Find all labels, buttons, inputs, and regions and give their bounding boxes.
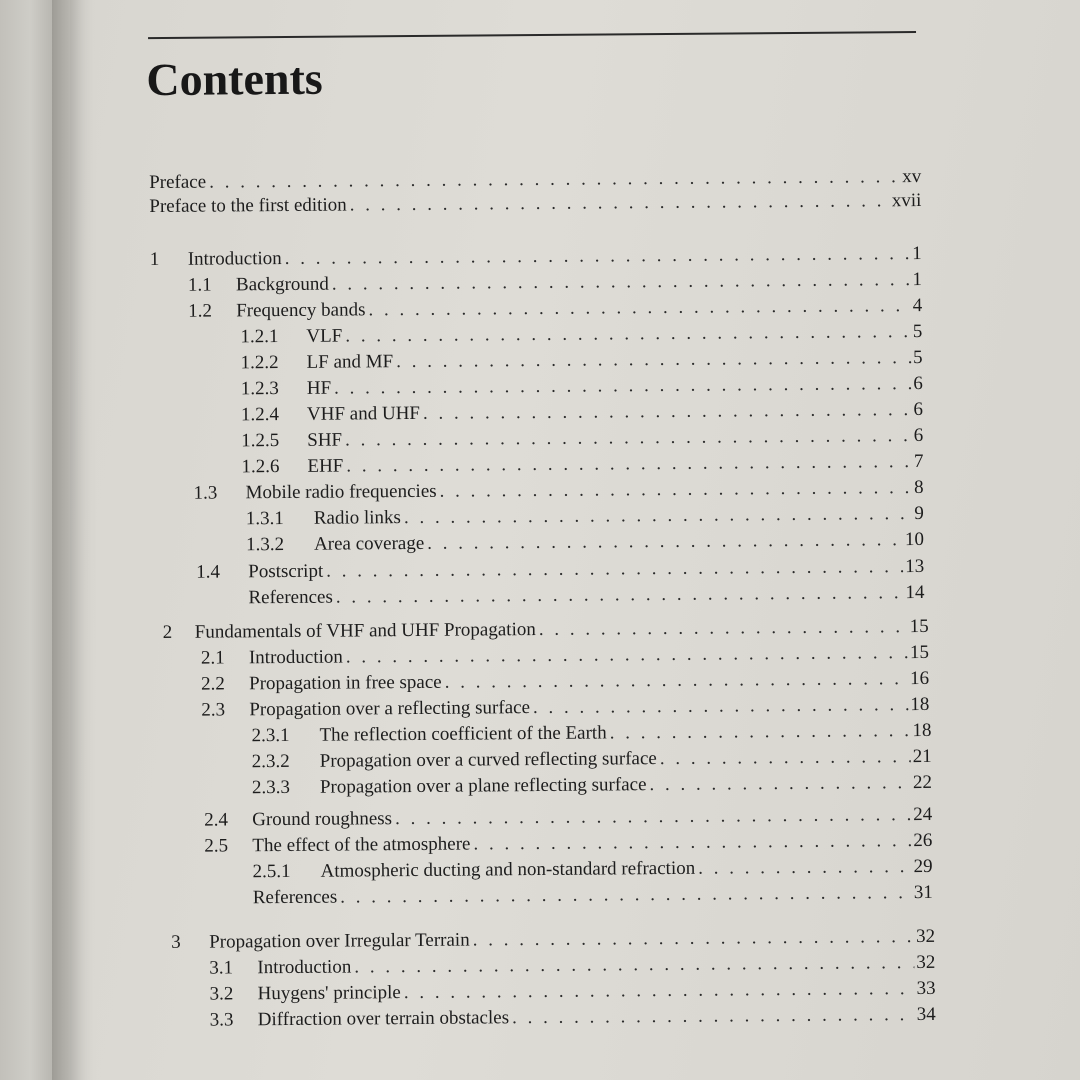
toc-entry-page: 22 [912, 771, 932, 794]
toc-entry-1-2-3 [241, 372, 923, 401]
page-title: Contents [146, 52, 323, 106]
toc-dot-leader [345, 424, 912, 452]
toc-entry-1-2-2 [241, 346, 923, 375]
toc-entry-title: VHF and UHF [306, 402, 421, 425]
toc-entry-title: Huygens' principle [257, 982, 401, 1005]
toc-entry-page: 6 [913, 398, 924, 421]
toc-dot-leader [354, 951, 914, 979]
toc-entry-title: Frequency bands [236, 299, 366, 322]
toc-entry-number: 2.3.2 [251, 750, 290, 773]
toc-entry-page: 34 [916, 1003, 936, 1026]
toc-entry-page: 1 [912, 242, 922, 265]
toc-dot-leader [346, 450, 912, 478]
toc-entry-number: 1.2.1 [240, 326, 279, 348]
toc-dot-leader [404, 502, 913, 530]
toc-dot-leader [396, 346, 911, 374]
toc-entry-1-1 [188, 268, 922, 298]
toc-entry-2-3-2 [252, 745, 932, 774]
toc-entry-1-2-1 [240, 320, 922, 349]
toc-dot-leader [660, 745, 911, 771]
toc-entry-page: 1 [912, 268, 923, 291]
toc-dot-leader [345, 320, 911, 348]
toc-entry-title: The reflection coefficient of the Earth [319, 722, 607, 746]
toc-entry-page: 6 [913, 372, 923, 395]
toc-entry-title: Background [235, 273, 329, 296]
toc-entry-2-5-1 [253, 855, 933, 884]
toc-entry-title: Radio links [313, 507, 401, 529]
toc-entry-number: 2.5 [204, 835, 229, 857]
toc-entry-page: 5 [912, 346, 923, 369]
toc-entry-title: Fundamentals of VHF and UHF Propagation [194, 619, 536, 643]
toc-entry-page: 32 [916, 951, 936, 974]
toc-entry-page: 15 [909, 615, 929, 638]
toc-entry-page: 33 [916, 977, 936, 1000]
header-rule [148, 31, 916, 39]
toc-entry-title: Propagation over a plane reflecting surface [319, 774, 647, 798]
toc-entry-2-3 [201, 693, 929, 723]
toc-entry-page: 13 [905, 555, 925, 578]
toc-entry-title: Ground roughness [252, 808, 393, 831]
toc-dot-leader [427, 528, 903, 556]
toc-entry-2-4 [204, 803, 932, 833]
toc-entry-title: Propagation over a reflecting surface [249, 697, 531, 721]
toc-entry-1-3 [194, 476, 924, 506]
toc-dot-leader [368, 294, 910, 322]
toc-entry-page: 5 [912, 320, 923, 343]
toc-dot-leader [533, 693, 909, 720]
toc-entry-number: 2.3 [201, 699, 226, 721]
toc-entry-page: 32 [916, 925, 936, 948]
toc-dot-leader [336, 581, 904, 609]
toc-entry-number: 3.3 [209, 1009, 234, 1031]
toc-entry-number: 1.1 [187, 274, 212, 296]
toc-entry-title: Diffraction over terrain obstacles [257, 1007, 510, 1031]
toc-entry-number: 1.2.3 [240, 378, 279, 400]
toc-dot-leader [332, 268, 911, 297]
toc-dot-leader [350, 189, 890, 217]
toc-dot-leader [539, 615, 908, 642]
toc-entry-2-1 [201, 641, 929, 671]
toc-dot-leader [610, 719, 911, 745]
toc-entry-number: 1.4 [196, 561, 221, 583]
toc-entry-title: References [248, 586, 333, 609]
toc-entry-title: The effect of the atmosphere [252, 833, 471, 857]
toc-entry-chapter-1 [150, 242, 922, 272]
toc-entry-number: 1 [149, 248, 160, 271]
toc-entry-number: 1.2.6 [241, 456, 280, 478]
toc-entry-page: 31 [913, 881, 933, 904]
toc-dot-leader [346, 641, 908, 669]
toc-entry-title: Mobile radio frequencies [245, 480, 437, 504]
toc-entry-number: 2 [162, 621, 173, 643]
toc-entry-title: Postscript [248, 560, 324, 583]
toc-entry-number: 1.3 [193, 482, 218, 504]
toc-entry-title: EHF [307, 455, 344, 477]
toc-entry-page: 18 [910, 693, 930, 716]
toc-dot-leader [395, 803, 911, 831]
toc-entry-number: 2.2 [201, 673, 225, 695]
toc-entry-number: 3 [171, 931, 181, 953]
toc-entry-page: 14 [905, 581, 925, 604]
toc-entry-title: Area coverage [313, 532, 425, 555]
toc-dot-leader [285, 242, 911, 271]
toc-dot-leader [340, 881, 912, 909]
toc-entry-1-3-2 [246, 528, 924, 557]
toc-entry-title: References [252, 886, 338, 909]
toc-entry-3-3 [210, 1003, 936, 1033]
toc-entry-title: Propagation over Irregular Terrain [209, 929, 470, 953]
toc-entry-page: 18 [912, 719, 932, 742]
toc-entry-title: SHF [307, 429, 343, 451]
toc-dot-leader [440, 476, 913, 504]
toc-entry-page: xvii [891, 189, 922, 212]
toc-entry-number: 3.2 [209, 983, 234, 1005]
toc-entry-3-2 [209, 977, 935, 1007]
toc-entry-references-2 [253, 881, 933, 910]
toc-entry-page: 7 [913, 450, 924, 473]
toc-entry-preface-first-edition [149, 189, 921, 219]
toc-entry-page: 4 [912, 294, 923, 317]
toc-entry-title: Introduction [187, 248, 282, 270]
toc-dot-leader [326, 555, 903, 584]
toc-entry-page: 15 [909, 641, 929, 664]
toc-entry-2-5 [204, 829, 932, 859]
toc-dot-leader [698, 855, 912, 881]
toc-dot-leader [473, 829, 911, 856]
toc-dot-leader [404, 977, 915, 1005]
toc-entry-title: Propagation in free space [249, 671, 442, 695]
toc-dot-leader [512, 1003, 915, 1030]
toc-entry-number: 2.1 [200, 647, 225, 669]
toc-entry-chapter-2 [163, 615, 929, 645]
toc-entry-page: 6 [913, 424, 924, 447]
toc-dot-leader [334, 372, 911, 401]
toc-entry-number: 3.1 [209, 957, 234, 979]
toc-entry-3-1 [209, 951, 935, 981]
toc-entry-number: 1.2 [188, 300, 213, 322]
toc-entry-number: 1.2.2 [240, 352, 279, 374]
toc-entry-number: 1.2.4 [240, 404, 280, 426]
toc-dot-leader [445, 667, 909, 695]
toc-entry-2-3-3 [252, 771, 932, 800]
toc-entry-page: 8 [914, 476, 924, 499]
toc-dot-leader [473, 925, 915, 952]
toc-entry-page: 9 [914, 502, 924, 525]
toc-entry-2-3-1 [251, 719, 931, 748]
toc-entry-1-2-5 [241, 424, 923, 453]
toc-entry-2-2 [201, 667, 929, 697]
toc-entry-page: 21 [912, 745, 932, 768]
toc-entry-number: 2.4 [204, 809, 229, 831]
toc-entry-page: 26 [913, 829, 933, 852]
toc-entry-page: 24 [913, 803, 933, 826]
toc-dot-leader [423, 398, 912, 426]
toc-entry-number: 1.2.5 [241, 430, 280, 452]
toc-entry-title: HF [306, 377, 332, 399]
toc-entry-1-2-4 [241, 398, 923, 427]
toc-entry-page: 16 [910, 667, 930, 690]
toc-entry-page: xv [902, 165, 922, 188]
toc-entry-title: Propagation over a curved reflecting surface [319, 748, 657, 772]
toc-entry-page: 10 [904, 528, 925, 551]
toc-entry-number: 2.3.3 [251, 776, 291, 799]
toc-entry-number: 2.3.1 [251, 724, 290, 747]
toc-entry-title: Introduction [257, 956, 352, 979]
toc-entry-title: Preface [149, 171, 207, 194]
toc-entry-number: 1.3.1 [245, 508, 284, 530]
toc-entry-number: 2.5.1 [252, 860, 291, 883]
toc-dot-leader [649, 771, 911, 797]
toc-entry-title: Atmospheric ducting and non-standard refraction [320, 857, 696, 882]
toc-entry-number: 1.3.2 [245, 534, 285, 556]
toc-entry-references-1 [248, 581, 924, 610]
toc-entry-title: LF and MF [306, 351, 394, 373]
toc-entry-title: Preface to the first edition [149, 194, 347, 218]
toc-entry-chapter-3 [171, 925, 935, 955]
toc-entry-title: Introduction [248, 646, 343, 669]
toc-entry-1-4 [196, 555, 924, 585]
toc-entry-page: 29 [913, 855, 933, 878]
toc-entry-1-3-1 [246, 502, 924, 531]
toc-entry-1-2-6 [241, 450, 923, 479]
toc-entry-title: VLF [306, 325, 343, 347]
toc-entry-1-2 [188, 294, 922, 324]
